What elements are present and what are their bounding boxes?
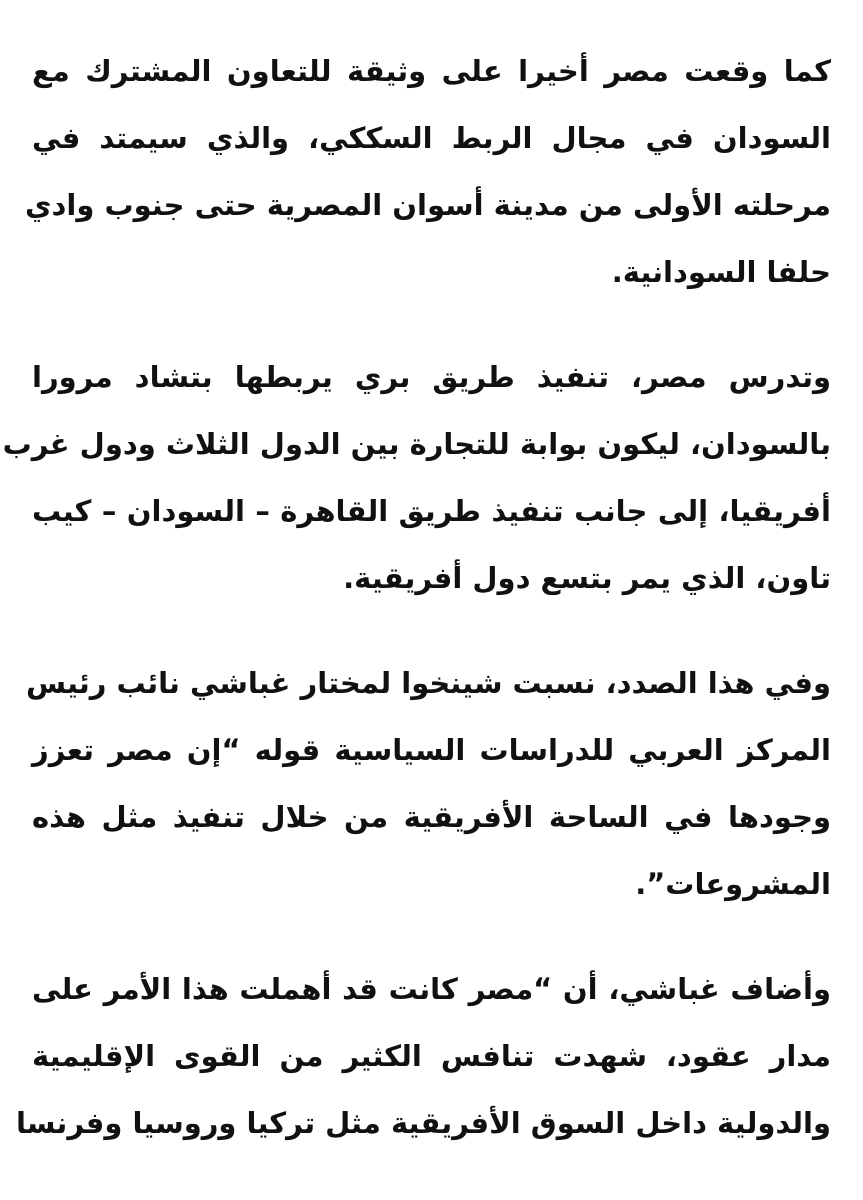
text-line: مدار عقود، شهدت تنافس الكثير من القوى الإقليمية <box>32 1039 831 1073</box>
text-line: تاون، الذي يمر بتسع دول أفريقية. <box>343 561 831 595</box>
text-line: السودان في مجال الربط السككي، والذي سيمتد في <box>32 121 831 155</box>
text-line: المشروعات”. <box>635 867 831 901</box>
paragraph-1 <box>24 38 831 306</box>
text-line: مرحلته الأولى من مدينة أسوان المصرية حتى جنوب وادي <box>24 188 831 222</box>
paragraph-3 <box>26 650 831 918</box>
text-line: المركز العربي للدراسات السياسية قوله “إن مصر تعزز <box>32 733 831 767</box>
text-line: والدولية داخل السوق الأفريقية مثل تركيا وروسيا وفرنسا <box>16 1106 831 1140</box>
text-line: وتدرس مصر، تنفيذ طريق بري يربطها بتشاد مرورا <box>32 360 831 394</box>
article-body <box>2 38 831 1195</box>
text-line: وجودها في الساحة الأفريقية من خلال تنفيذ مثل هذه <box>32 800 831 834</box>
text-line: وأضاف غباشي، أن “مصر كانت قد أهملت هذا الأمر على <box>32 972 831 1006</box>
text-line: وفي هذا الصدد، نسبت شينخوا لمختار غباشي نائب رئيس <box>26 666 831 700</box>
text-line: كما وقعت مصر أخيرا على وثيقة للتعاون المشترك مع <box>32 54 831 88</box>
paragraph-2 <box>2 344 831 612</box>
text-line: حلفا السودانية. <box>611 255 831 289</box>
text-line: بالسودان، ليكون بوابة للتجارة بين الدول الثلاث ودول غرب <box>2 427 831 461</box>
text-line: أفريقيا، إلى جانب تنفيذ طريق القاهرة – السودان – كيب <box>32 494 831 528</box>
paragraph-4 <box>16 956 831 1157</box>
